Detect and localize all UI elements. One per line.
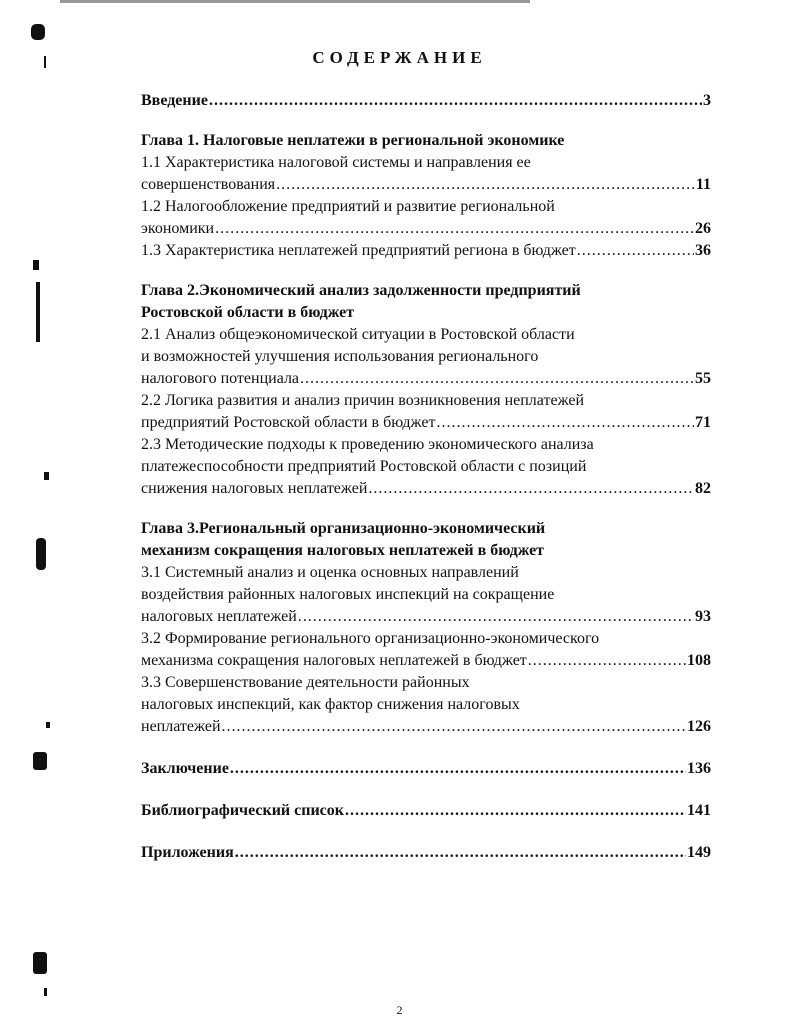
scan-mark bbox=[44, 988, 47, 996]
scan-mark bbox=[36, 538, 46, 570]
toc-entry-label: Введение bbox=[141, 92, 208, 109]
scan-mark bbox=[33, 260, 39, 270]
table-of-contents bbox=[141, 90, 711, 864]
toc-entry-text: неплатежей bbox=[141, 718, 221, 735]
dot-leader bbox=[222, 716, 687, 738]
toc-entry-text: платежеспособности предприятий Ростовской области с позиций bbox=[141, 458, 587, 475]
dot-leader bbox=[230, 758, 686, 780]
dot-leader bbox=[209, 90, 702, 112]
chapter-3-title-line: Глава 3.Региональный организационно-экономический bbox=[141, 520, 546, 537]
dot-leader bbox=[345, 800, 686, 822]
toc-entry-page: 149 bbox=[687, 844, 711, 861]
dot-leader bbox=[298, 606, 694, 628]
toc-entry-text: налоговых неплатежей bbox=[141, 608, 297, 625]
toc-entry-page: 93 bbox=[695, 608, 711, 625]
toc-entry-3-1[interactable] bbox=[141, 562, 711, 628]
toc-entry-label: Приложения bbox=[141, 844, 234, 861]
toc-entry-3-2[interactable] bbox=[141, 628, 711, 672]
toc-entry-text: 3.3 Совершенствование деятельности районных bbox=[141, 674, 470, 691]
toc-entry-text: механизма сокращения налоговых неплатежей в бюджет bbox=[141, 652, 527, 669]
toc-entry-page: 71 bbox=[695, 414, 711, 431]
toc-entry-2-2[interactable] bbox=[141, 390, 711, 434]
chapter-2-title-line: Ростовской области в бюджет bbox=[141, 304, 355, 321]
toc-entry-text: снижения налоговых неплатежей bbox=[141, 480, 368, 497]
scan-mark bbox=[36, 282, 40, 342]
toc-entry-page: 55 bbox=[695, 370, 711, 387]
scan-mark bbox=[33, 752, 47, 770]
toc-entry-page: 108 bbox=[687, 652, 711, 669]
scan-top-edge bbox=[60, 0, 530, 3]
toc-entry-2-1[interactable] bbox=[141, 324, 711, 390]
chapter-2-title-line: Глава 2.Экономический анализ задолженности предприятий bbox=[141, 282, 581, 299]
scan-mark bbox=[46, 722, 50, 728]
dot-leader bbox=[300, 368, 694, 390]
toc-entry-text: экономики bbox=[141, 220, 215, 237]
page-number: 2 bbox=[396, 1003, 403, 1017]
toc-entry-page: 26 bbox=[695, 220, 711, 237]
toc-entry-1-1[interactable] bbox=[141, 152, 711, 196]
toc-entry-introduction[interactable] bbox=[141, 90, 711, 112]
toc-entry-1-2[interactable] bbox=[141, 196, 711, 240]
toc-entry-text: предприятий Ростовской области в бюджет bbox=[141, 414, 436, 431]
toc-entry-appendices[interactable] bbox=[141, 842, 711, 864]
toc-entry-text: 1.1 Характеристика налоговой системы и направления ее bbox=[141, 154, 531, 171]
dot-leader bbox=[276, 174, 695, 196]
toc-entry-text: 1.2 Налогообложение предприятий и развитие региональной bbox=[141, 198, 555, 215]
toc-entry-text: 2.3 Методические подходы к проведению экономического анализа bbox=[141, 436, 594, 453]
chapter-1-title: Глава 1. Налоговые неплатежи в региональной экономике bbox=[141, 132, 565, 149]
toc-entry-page: 36 bbox=[695, 242, 711, 259]
toc-entry-text: и возможностей улучшения использования регионального bbox=[141, 348, 539, 365]
dot-leader bbox=[235, 842, 686, 864]
chapter-2-title bbox=[141, 280, 711, 324]
toc-entry-page: 136 bbox=[687, 760, 711, 777]
dot-leader bbox=[577, 240, 694, 262]
dot-leader bbox=[528, 650, 686, 672]
toc-entry-page: 82 bbox=[695, 480, 711, 497]
toc-entry-page: 11 bbox=[695, 176, 711, 193]
toc-entry-text: 2.1 Анализ общеэкономической ситуации в Ростовской области bbox=[141, 326, 575, 343]
scan-mark bbox=[44, 472, 49, 480]
dot-leader bbox=[368, 478, 694, 500]
toc-entry-text: 3.2 Формирование регионального организационно-экономического bbox=[141, 630, 600, 647]
toc-entry-page: 3 bbox=[703, 92, 711, 109]
toc-entry-3-3[interactable] bbox=[141, 672, 711, 738]
toc-entry-conclusion[interactable] bbox=[141, 758, 711, 780]
scan-mark bbox=[31, 24, 45, 40]
toc-entry-text: 1.3 Характеристика неплатежей предприятий региона в бюджет bbox=[141, 242, 576, 259]
toc-entry-page: 126 bbox=[687, 718, 711, 735]
dot-leader bbox=[215, 218, 694, 240]
dot-leader bbox=[436, 412, 694, 434]
toc-entry-text: налогового потенциала bbox=[141, 370, 300, 387]
toc-entry-label: Библиографический список bbox=[141, 802, 344, 819]
scan-mark bbox=[33, 952, 47, 974]
toc-entry-bibliography[interactable] bbox=[141, 800, 711, 822]
toc-entry-label: Заключение bbox=[141, 760, 229, 777]
toc-entry-text: совершенствования bbox=[141, 176, 276, 193]
toc-entry-1-3[interactable] bbox=[141, 240, 711, 262]
toc-entry-2-3[interactable] bbox=[141, 434, 711, 500]
toc-entry-text: 2.2 Логика развития и анализ причин возникновения неплатежей bbox=[141, 392, 585, 409]
toc-entry-page: 141 bbox=[687, 802, 711, 819]
toc-entry-text: налоговых инспекций, как фактор снижения налоговых bbox=[141, 696, 520, 713]
chapter-3-title-line: механизм сокращения налоговых неплатежей в бюджет bbox=[141, 542, 545, 559]
toc-title: СОДЕРЖАНИЕ bbox=[312, 48, 487, 67]
toc-entry-text: 3.1 Системный анализ и оценка основных направлений bbox=[141, 564, 519, 581]
chapter-3-title bbox=[141, 518, 711, 562]
toc-entry-text: воздействия районных налоговых инспекций на сокращение bbox=[141, 586, 555, 603]
